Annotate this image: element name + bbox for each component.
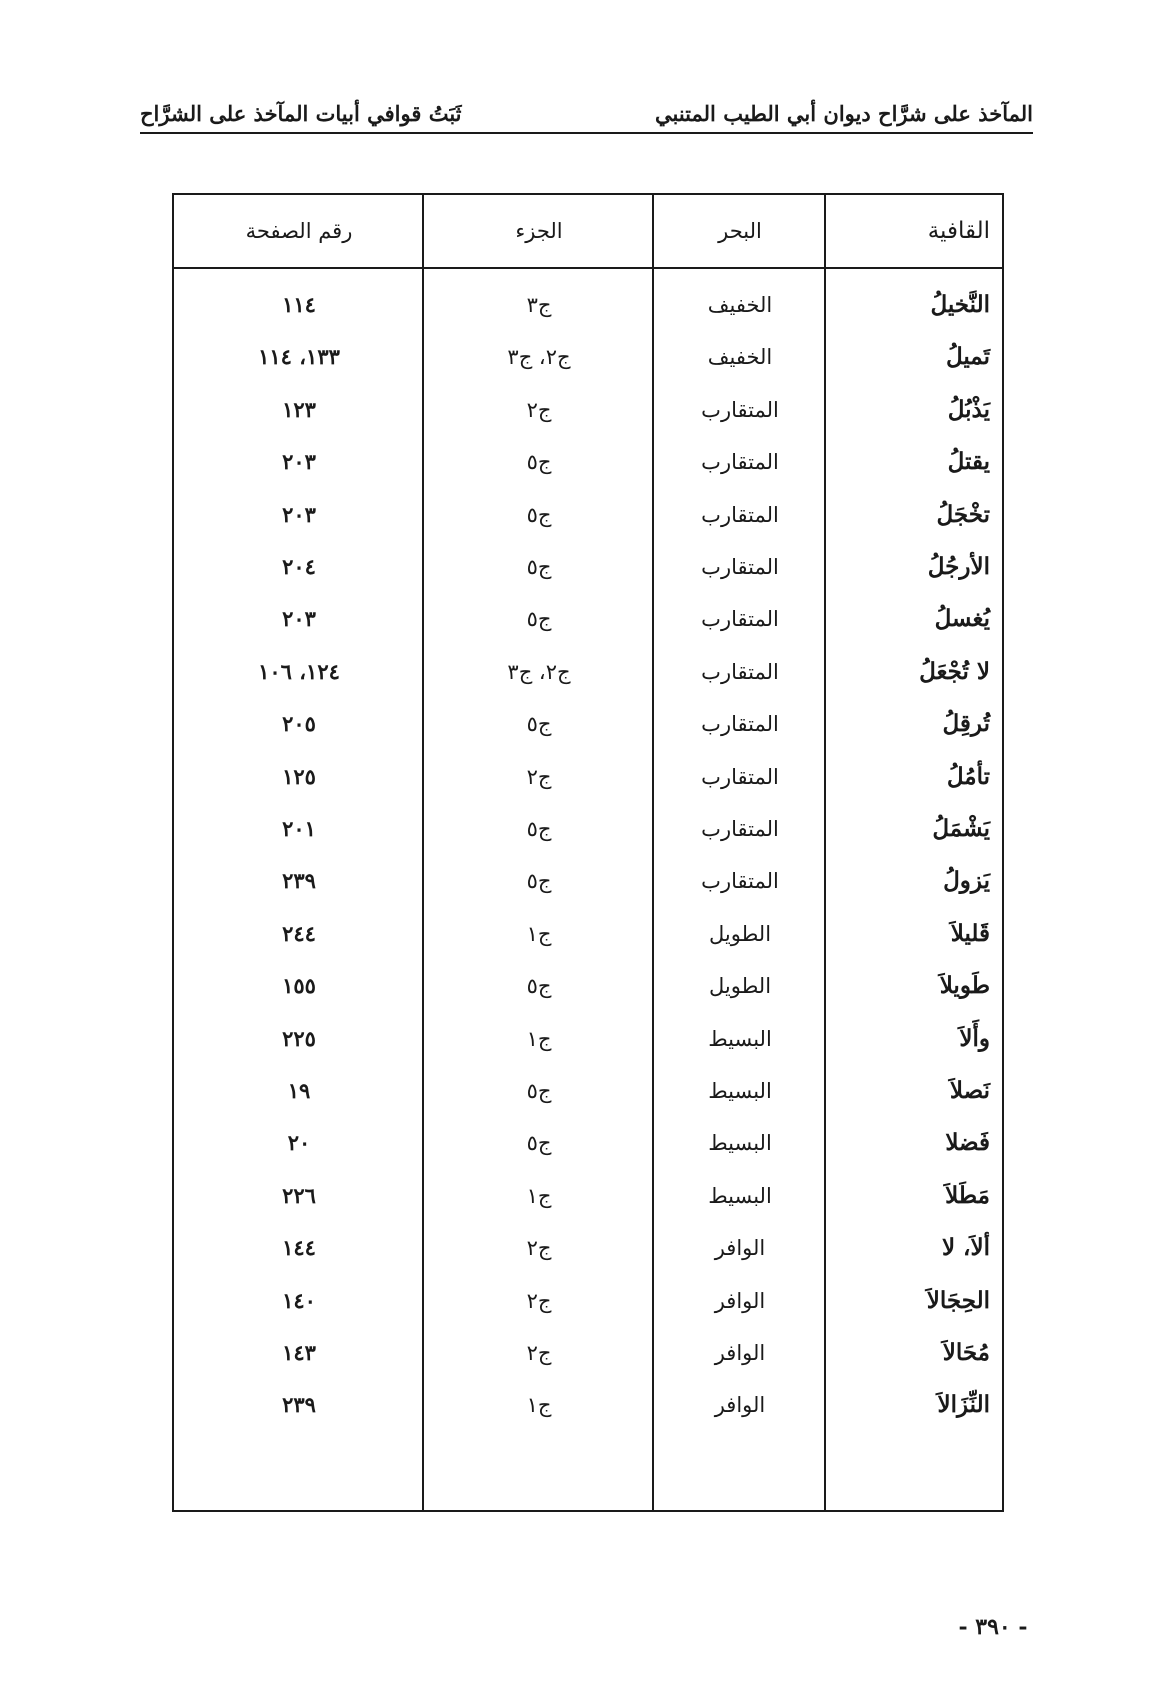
table-row [174,1327,1002,1379]
cell-bahr: الطويل [708,974,772,999]
table-row [174,646,1002,698]
header-book-title: المآخذ على شرَّاح ديوان أبي الطيب المتنبي [655,100,1033,126]
cell-qafia: وأَلاَ [959,1024,990,1052]
cell-qafia: لا تُجْعَلُ [919,657,990,685]
cell-page: ٢٠١ [282,816,316,841]
table-row [174,384,1002,436]
cell-bahr: الوافر [714,1288,766,1313]
header-section-title: ثَبَتُ قوافي أبيات المآخذ على الشرَّاح [140,100,462,126]
cell-qafia: فَضلا [945,1129,990,1157]
cell-juz: ج٥ [526,555,552,579]
cell-bahr: الطويل [708,921,772,946]
table-row [174,489,1002,541]
cell-bahr: البسيط [708,1026,772,1051]
table-row [174,1170,1002,1222]
table-row [174,331,1002,383]
table-row [174,1222,1002,1274]
cell-qafia: يَزولُ [943,867,990,895]
cell-bahr: المتقارب [701,659,779,684]
cell-juz: ج٢ [526,1341,552,1365]
cell-page: ١٤٣ [282,1340,316,1365]
cell-page: ٢٠٣ [282,606,316,632]
cell-page: ٢٠٣ [282,449,316,475]
cell-page: ٢٣٩ [282,868,316,894]
cell-page: ٢٢٥ [282,1025,316,1051]
cell-juz: ج١ [526,921,552,946]
cell-juz: ج١ [526,1183,552,1208]
cell-juz: ج٢ [526,397,552,422]
cell-bahr: الوافر [714,1236,766,1261]
cell-juz: ج٥ [526,712,552,737]
cell-page: ١٢٣ [282,396,316,422]
table-row [174,279,1002,331]
table-row [174,960,1002,1012]
cell-juz: ج٢، ج٣ [507,345,571,370]
cell-qafia: تخْجَلُ [936,500,990,528]
cell-juz: ج٢ [526,1288,552,1313]
cell-bahr: المتقارب [701,607,779,632]
table-row [174,1379,1002,1431]
cell-qafia: النِّزَالاَ [937,1391,990,1419]
table-row [174,1117,1002,1169]
column-header-juz: الجزء [515,219,563,243]
cell-bahr: البسيط [708,1079,772,1103]
table-row [174,593,1002,645]
cell-qafia: يقتلُ [947,448,990,476]
cell-page: ٢٣٩ [282,1392,316,1418]
cell-bahr: المتقارب [701,502,779,527]
cell-page: ٢٤٤ [282,920,316,946]
cell-qafia: مَطَلاَ [945,1181,990,1209]
cell-page: ١١٤ [282,292,316,317]
cell-juz: ج٥ [526,817,552,841]
cell-bahr: الوافر [714,1341,766,1365]
cell-page: ١٢٤، ١٠٦ [258,658,340,684]
table-row [174,1013,1002,1065]
column-header-bahr: البحر [718,219,762,243]
table-row [174,855,1002,907]
cell-bahr: البسيط [708,1183,772,1208]
cell-qafia: النَّخيلُ [930,291,990,318]
column-header-qafia: القافية [927,218,990,244]
cell-juz: ج٣ [526,293,552,317]
cell-page: ١٢٥ [282,763,316,789]
page-number: - ٣٩٠ - [958,1614,1028,1640]
table-row [174,436,1002,488]
cell-bahr: المتقارب [701,764,779,789]
table-row [174,1065,1002,1117]
cell-bahr: الوافر [714,1393,766,1418]
table-row [174,698,1002,750]
cell-bahr: المتقارب [701,397,779,422]
cell-qafia: يَشْمَلُ [932,815,990,842]
rhymes-table [172,193,1004,1512]
cell-qafia: طَويلاَ [939,972,990,1000]
cell-bahr: البسيط [708,1131,772,1156]
cell-qafia: يَذْبُلُ [947,395,990,423]
table-row [174,1275,1002,1327]
cell-page: ١٩ [287,1078,311,1103]
cell-juz: ج٥ [526,607,552,632]
cell-page: ١٥٥ [282,973,316,999]
cell-juz: ج٢ [526,1236,552,1261]
cell-qafia: يُغسلُ [934,605,990,633]
table-row [174,751,1002,803]
table-row [174,908,1002,960]
cell-juz: ج٥ [526,502,552,527]
cell-juz: ج٥ [526,1079,552,1103]
cell-qafia: تُرقِلُ [942,710,990,738]
cell-qafia: تَميلُ [945,343,990,371]
cell-page: ٢٠٤ [282,554,316,579]
cell-juz: ج٥ [526,974,552,999]
cell-page: ١٤٠ [282,1287,316,1313]
cell-juz: ج١ [526,1026,552,1051]
cell-bahr: المتقارب [701,869,779,894]
cell-page: ٢٠ [287,1130,311,1156]
cell-juz: ج٥ [526,869,552,894]
table-row [174,803,1002,855]
cell-bahr: المتقارب [701,450,779,475]
cell-bahr: المتقارب [701,555,779,579]
cell-qafia: الحِجَالاَ [926,1286,990,1314]
cell-qafia: قَليلاَ [950,919,990,947]
cell-juz: ج٢، ج٣ [507,659,571,684]
header-divider [174,267,1002,269]
cell-juz: ج٢ [526,764,552,789]
running-header [140,86,1033,134]
cell-qafia: مُحَالاَ [942,1339,990,1366]
cell-qafia: نَصلاَ [949,1077,990,1104]
cell-juz: ج٥ [526,450,552,475]
cell-juz: ج٥ [526,1131,552,1156]
cell-page: ٢٢٦ [282,1182,316,1208]
cell-bahr: المتقارب [701,817,779,841]
cell-page: ١٣٣، ١١٤ [258,344,340,370]
cell-page: ٢٠٥ [282,711,316,737]
cell-page: ٢٠٣ [282,501,316,527]
cell-bahr: المتقارب [701,712,779,737]
column-header-page: رقم الصفحة [245,219,353,243]
table-row [174,541,1002,593]
cell-qafia: الأرجُلُ [927,553,990,580]
cell-qafia: تأمُلُ [946,762,990,790]
cell-page: ١٤٤ [282,1235,316,1261]
cell-juz: ج١ [526,1393,552,1418]
cell-bahr: الخفيف [707,345,773,370]
cell-bahr: الخفيف [707,293,773,317]
cell-qafia: ألاَ، لا [941,1234,990,1262]
